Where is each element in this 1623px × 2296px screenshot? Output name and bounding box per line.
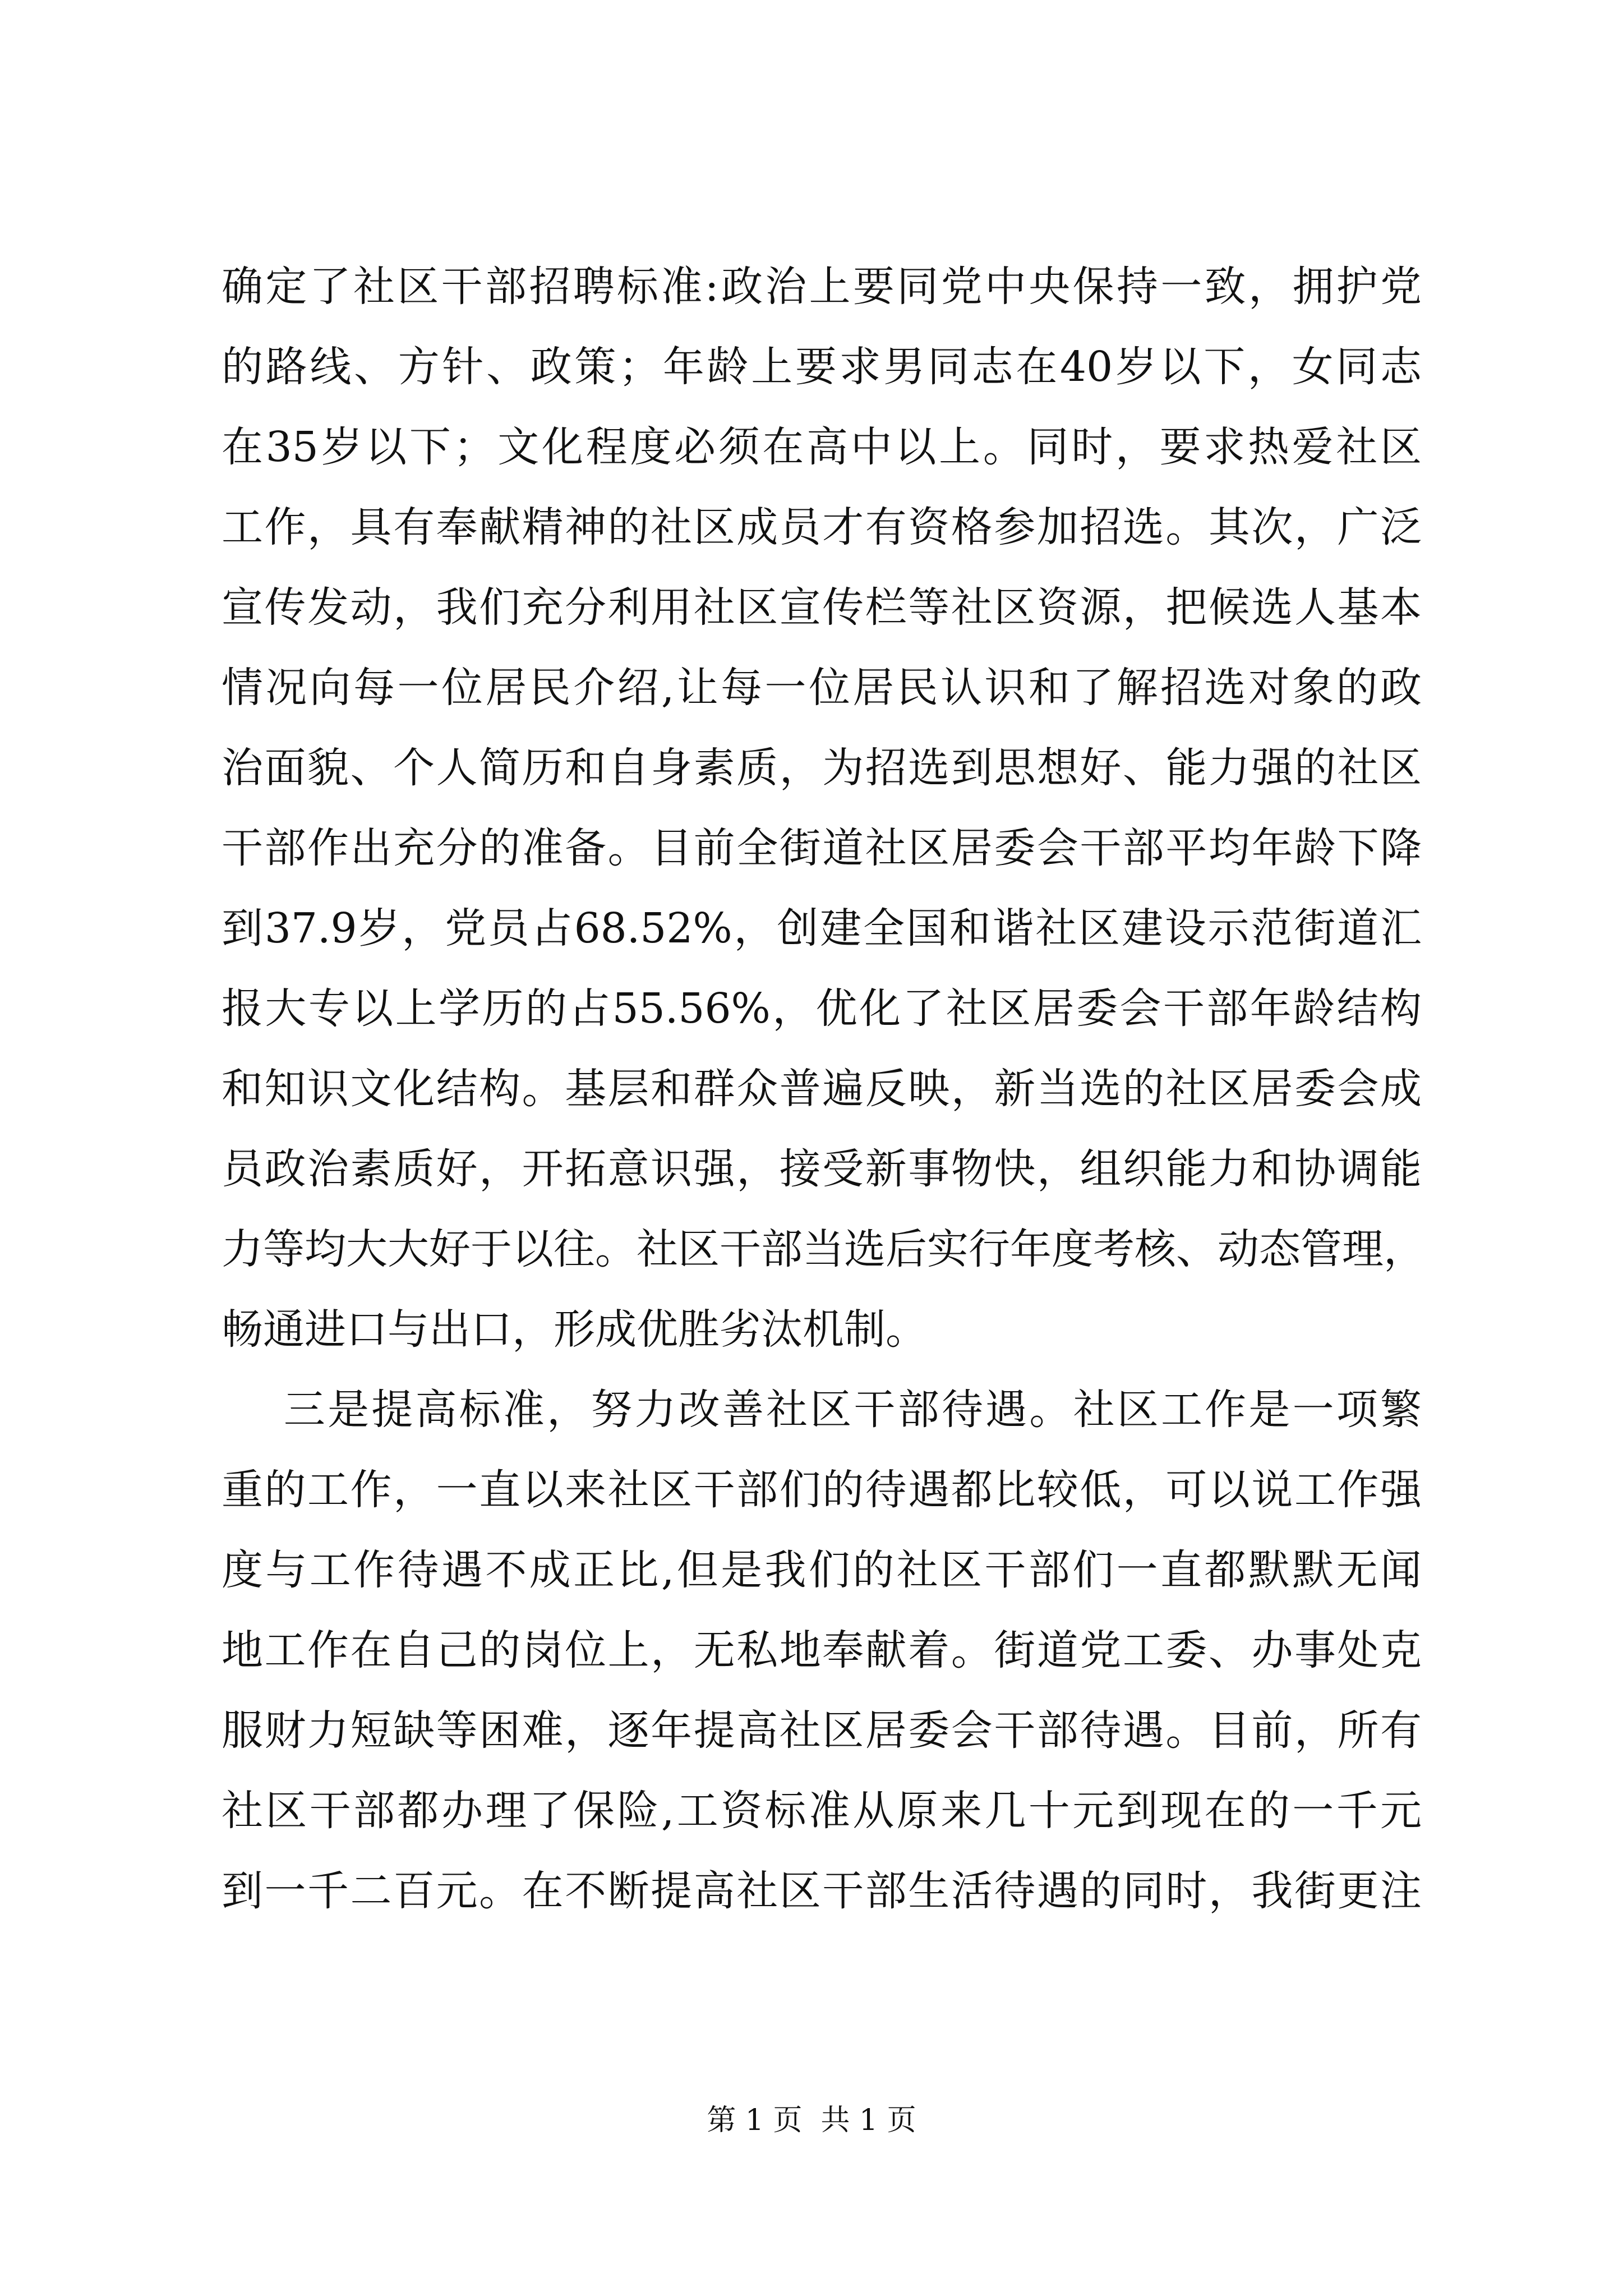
page-footer [0,2101,1623,2140]
text-line: 工作，具有奉献精神的社区成员才有资格参加招选。其次，广泛 [222,503,1422,551]
body-text [222,247,1425,1931]
text-line: 到37.9岁，党员占68.52%，创建全国和谐社区建设示范街道汇 [222,904,1422,953]
text-line: 员政治素质好，开拓意识强，接受新事物快，组织能力和协调能 [222,1145,1422,1193]
text-line: 宣传发动，我们充分利用社区宣传栏等社区资源，把候选人基本 [222,583,1422,632]
paragraph-start-line: 三是提高标准，努力改善社区干部待遇。社区工作是一项繁 [222,1386,1422,1434]
page-number-label: 第 1 页 共 1 页 [707,2104,916,2137]
text-line: 确定了社区干部招聘标准:政治上要同党中央保持一致，拥护党 [222,263,1422,311]
text-line: 重的工作，一直以来社区干部们的待遇都比较低，可以说工作强 [222,1466,1422,1514]
text-line: 地工作在自己的岗位上，无私地奉献着。街道党工委、办事处克 [222,1626,1422,1674]
text-line: 治面貌、个人简历和自身素质，为招选到思想好、能力强的社区 [222,744,1422,792]
text-line: 干部作出充分的准备。目前全街道社区居委会干部平均年龄下降 [222,824,1422,872]
text-line: 力等均大大好于以往。社区干部当选后实行年度考核、动态管理， [222,1225,1425,1273]
text-line: 在35岁以下；文化程度必须在高中以上。同时，要求热爱社区 [222,423,1422,471]
text-line: 情况向每一位居民介绍,让每一位居民认识和了解招选对象的政 [222,664,1422,712]
text-line: 度与工作待遇不成正比,但是我们的社区干部们一直都默默无闻 [222,1546,1422,1594]
text-line: 服财力短缺等困难，逐年提高社区居委会干部待遇。目前，所有 [222,1706,1422,1755]
text-line: 到一千二百元。在不断提高社区干部生活待遇的同时，我街更注 [222,1867,1422,1915]
text-line: 社区干部都办理了保险,工资标准从原来几十元到现在的一千元 [222,1787,1422,1835]
text-line: 的路线、方针、政策；年龄上要求男同志在40岁以下，女同志 [222,343,1422,391]
text-line: 报大专以上学历的占55.56%，优化了社区居委会干部年龄结构 [222,984,1422,1033]
text-line: 畅通进口与出口，形成优胜劣汰机制。 [222,1305,927,1354]
text-line: 和知识文化结构。基层和群众普遍反映，新当选的社区居委会成 [222,1065,1422,1113]
